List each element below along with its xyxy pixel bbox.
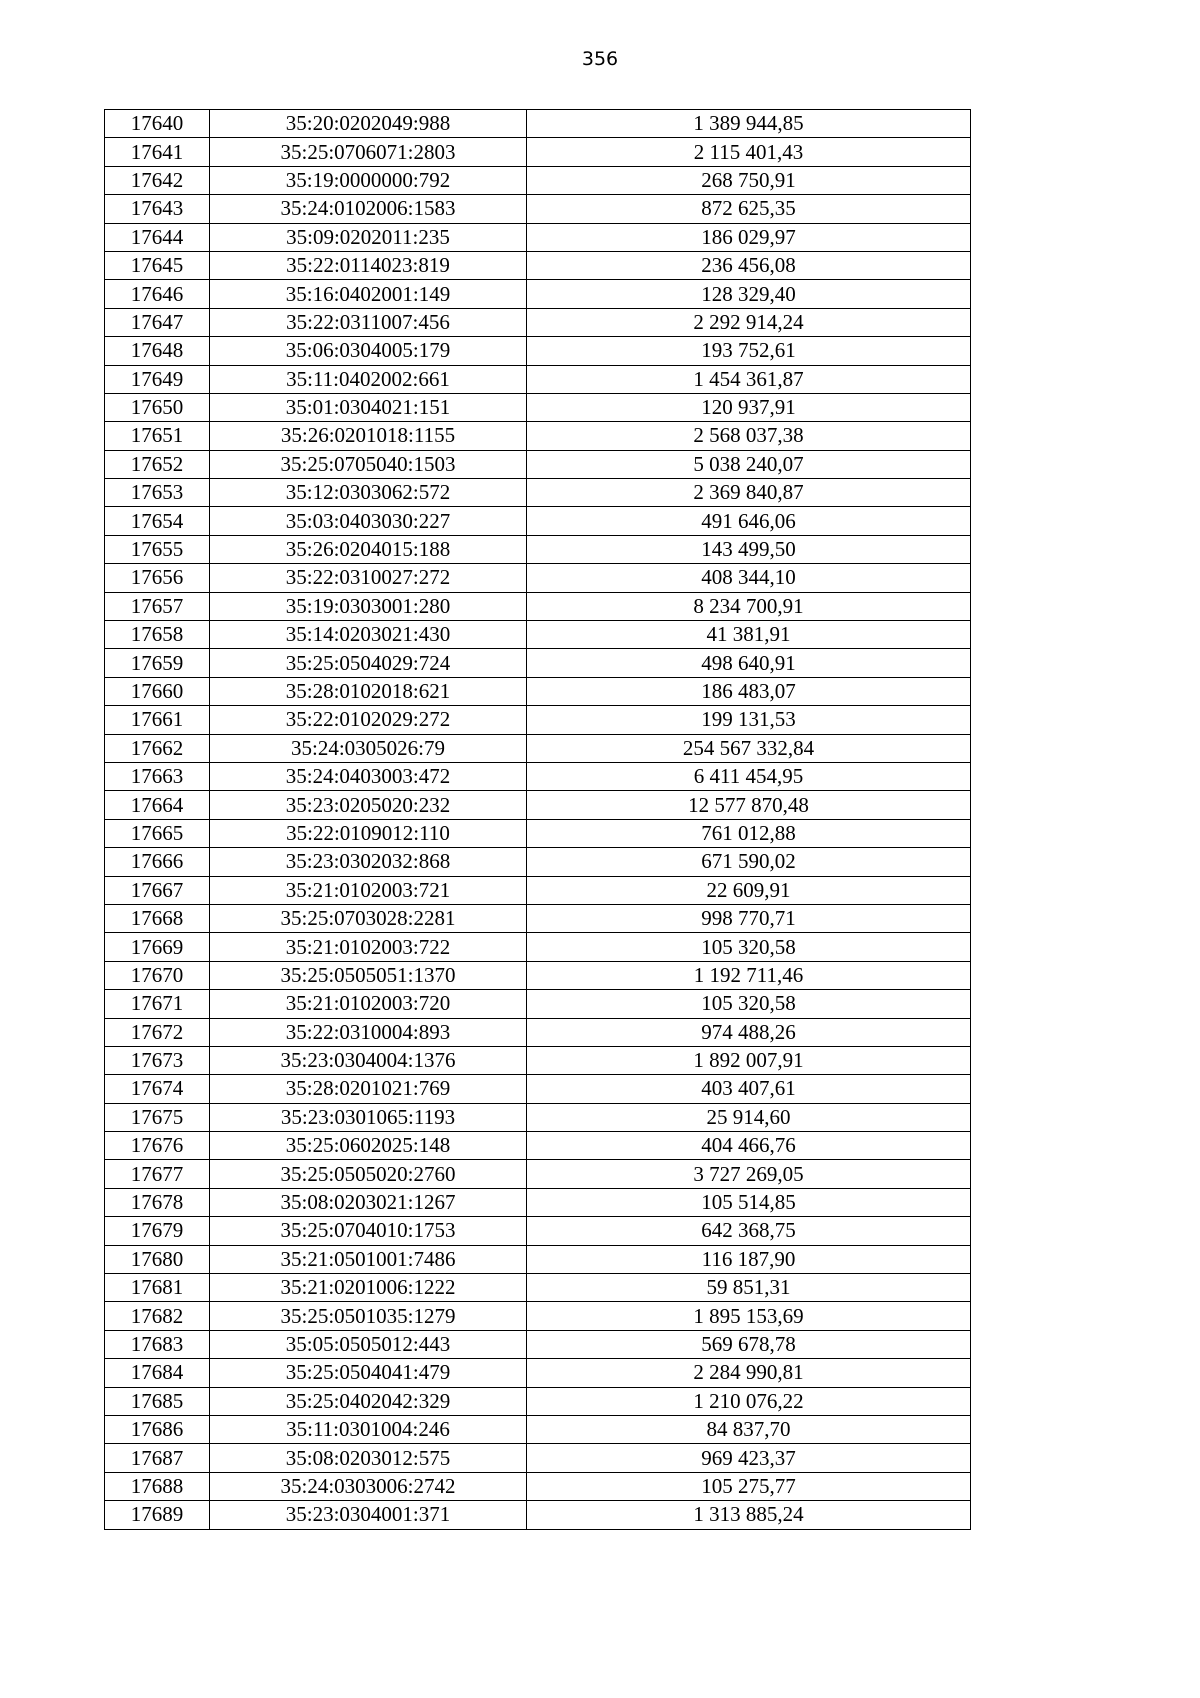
row-number-cell: 17670 (105, 961, 210, 989)
row-number-cell: 17677 (105, 1160, 210, 1188)
value-cell: 2 292 914,24 (527, 308, 971, 336)
value-cell: 193 752,61 (527, 337, 971, 365)
table-row (105, 734, 971, 762)
value-cell: 22 609,91 (527, 876, 971, 904)
row-number-cell: 17651 (105, 422, 210, 450)
cadastral-number-cell: 35:08:0203021:1267 (210, 1188, 527, 1216)
table-row (105, 1245, 971, 1273)
cadastral-number-cell: 35:23:0304004:1376 (210, 1046, 527, 1074)
value-cell: 254 567 332,84 (527, 734, 971, 762)
table-row (105, 706, 971, 734)
table-row (105, 166, 971, 194)
row-number-cell: 17655 (105, 535, 210, 563)
cadastral-number-cell: 35:11:0402002:661 (210, 365, 527, 393)
value-cell: 642 368,75 (527, 1217, 971, 1245)
cadastral-number-cell: 35:09:0202011:235 (210, 223, 527, 251)
cadastral-number-cell: 35:23:0304001:371 (210, 1501, 527, 1529)
value-cell: 120 937,91 (527, 393, 971, 421)
table-row (105, 251, 971, 279)
table-row (105, 479, 971, 507)
row-number-cell: 17640 (105, 110, 210, 138)
value-cell: 969 423,37 (527, 1444, 971, 1472)
table-row (105, 1387, 971, 1415)
table-row (105, 1415, 971, 1443)
table-row (105, 1103, 971, 1131)
value-cell: 12 577 870,48 (527, 791, 971, 819)
table-row (105, 535, 971, 563)
value-cell: 186 483,07 (527, 677, 971, 705)
registry-table (104, 109, 971, 1530)
table-row (105, 1188, 971, 1216)
table-row (105, 592, 971, 620)
row-number-cell: 17642 (105, 166, 210, 194)
row-number-cell: 17685 (105, 1387, 210, 1415)
cadastral-number-cell: 35:22:0114023:819 (210, 251, 527, 279)
row-number-cell: 17657 (105, 592, 210, 620)
table-row (105, 450, 971, 478)
cadastral-number-cell: 35:25:0602025:148 (210, 1132, 527, 1160)
row-number-cell: 17678 (105, 1188, 210, 1216)
table-row (105, 365, 971, 393)
row-number-cell: 17649 (105, 365, 210, 393)
value-cell: 403 407,61 (527, 1075, 971, 1103)
table-row (105, 1160, 971, 1188)
value-cell: 143 499,50 (527, 535, 971, 563)
value-cell: 128 329,40 (527, 280, 971, 308)
value-cell: 1 389 944,85 (527, 110, 971, 138)
table-row (105, 1501, 971, 1529)
cadastral-number-cell: 35:25:0504041:479 (210, 1359, 527, 1387)
value-cell: 5 038 240,07 (527, 450, 971, 478)
row-number-cell: 17645 (105, 251, 210, 279)
table-row (105, 876, 971, 904)
value-cell: 569 678,78 (527, 1330, 971, 1358)
row-number-cell: 17681 (105, 1274, 210, 1302)
cadastral-number-cell: 35:25:0703028:2281 (210, 904, 527, 932)
value-cell: 41 381,91 (527, 621, 971, 649)
row-number-cell: 17684 (105, 1359, 210, 1387)
row-number-cell: 17644 (105, 223, 210, 251)
table-row (105, 507, 971, 535)
value-cell: 84 837,70 (527, 1415, 971, 1443)
row-number-cell: 17660 (105, 677, 210, 705)
cadastral-number-cell: 35:01:0304021:151 (210, 393, 527, 421)
cadastral-number-cell: 35:21:0201006:1222 (210, 1274, 527, 1302)
row-number-cell: 17682 (105, 1302, 210, 1330)
cadastral-number-cell: 35:28:0201021:769 (210, 1075, 527, 1103)
cadastral-number-cell: 35:14:0203021:430 (210, 621, 527, 649)
value-cell: 25 914,60 (527, 1103, 971, 1131)
cadastral-number-cell: 35:22:0310027:272 (210, 564, 527, 592)
value-cell: 404 466,76 (527, 1132, 971, 1160)
value-cell: 3 727 269,05 (527, 1160, 971, 1188)
cadastral-number-cell: 35:22:0109012:110 (210, 819, 527, 847)
row-number-cell: 17659 (105, 649, 210, 677)
table-row (105, 904, 971, 932)
registry-table-body (105, 110, 971, 1530)
cadastral-number-cell: 35:16:0402001:149 (210, 280, 527, 308)
cadastral-number-cell: 35:21:0102003:721 (210, 876, 527, 904)
table-row (105, 138, 971, 166)
row-number-cell: 17646 (105, 280, 210, 308)
value-cell: 671 590,02 (527, 848, 971, 876)
value-cell: 408 344,10 (527, 564, 971, 592)
table-row (105, 393, 971, 421)
table-row (105, 110, 971, 138)
table-row (105, 1302, 971, 1330)
row-number-cell: 17674 (105, 1075, 210, 1103)
row-number-cell: 17650 (105, 393, 210, 421)
cadastral-number-cell: 35:26:0201018:1155 (210, 422, 527, 450)
row-number-cell: 17658 (105, 621, 210, 649)
value-cell: 8 234 700,91 (527, 592, 971, 620)
table-row (105, 1472, 971, 1500)
row-number-cell: 17679 (105, 1217, 210, 1245)
row-number-cell: 17665 (105, 819, 210, 847)
row-number-cell: 17687 (105, 1444, 210, 1472)
cadastral-number-cell: 35:24:0102006:1583 (210, 195, 527, 223)
value-cell: 105 320,58 (527, 990, 971, 1018)
row-number-cell: 17641 (105, 138, 210, 166)
cadastral-number-cell: 35:24:0403003:472 (210, 762, 527, 790)
cadastral-number-cell: 35:25:0706071:2803 (210, 138, 527, 166)
value-cell: 199 131,53 (527, 706, 971, 734)
row-number-cell: 17675 (105, 1103, 210, 1131)
value-cell: 59 851,31 (527, 1274, 971, 1302)
cadastral-number-cell: 35:12:0303062:572 (210, 479, 527, 507)
row-number-cell: 17662 (105, 734, 210, 762)
cadastral-number-cell: 35:20:0202049:988 (210, 110, 527, 138)
cadastral-number-cell: 35:25:0501035:1279 (210, 1302, 527, 1330)
row-number-cell: 17676 (105, 1132, 210, 1160)
cadastral-number-cell: 35:22:0310004:893 (210, 1018, 527, 1046)
cadastral-number-cell: 35:28:0102018:621 (210, 677, 527, 705)
value-cell: 105 275,77 (527, 1472, 971, 1500)
row-number-cell: 17661 (105, 706, 210, 734)
row-number-cell: 17669 (105, 933, 210, 961)
cadastral-number-cell: 35:24:0305026:79 (210, 734, 527, 762)
cadastral-number-cell: 35:06:0304005:179 (210, 337, 527, 365)
cadastral-number-cell: 35:21:0102003:720 (210, 990, 527, 1018)
table-row (105, 1046, 971, 1074)
cadastral-number-cell: 35:22:0102029:272 (210, 706, 527, 734)
table-row (105, 677, 971, 705)
value-cell: 2 115 401,43 (527, 138, 971, 166)
cadastral-number-cell: 35:23:0301065:1193 (210, 1103, 527, 1131)
row-number-cell: 17672 (105, 1018, 210, 1046)
table-row (105, 791, 971, 819)
table-row (105, 223, 971, 251)
value-cell: 105 320,58 (527, 933, 971, 961)
cadastral-number-cell: 35:03:0403030:227 (210, 507, 527, 535)
page-number: 356 (581, 48, 619, 70)
value-cell: 498 640,91 (527, 649, 971, 677)
row-number-cell: 17656 (105, 564, 210, 592)
row-number-cell: 17647 (105, 308, 210, 336)
cadastral-number-cell: 35:25:0504029:724 (210, 649, 527, 677)
table-row (105, 1075, 971, 1103)
cadastral-number-cell: 35:05:0505012:443 (210, 1330, 527, 1358)
cadastral-number-cell: 35:21:0102003:722 (210, 933, 527, 961)
table-row (105, 649, 971, 677)
table-row (105, 961, 971, 989)
value-cell: 2 369 840,87 (527, 479, 971, 507)
value-cell: 186 029,97 (527, 223, 971, 251)
value-cell: 491 646,06 (527, 507, 971, 535)
cadastral-number-cell: 35:22:0311007:456 (210, 308, 527, 336)
table-row (105, 337, 971, 365)
table-row (105, 422, 971, 450)
row-number-cell: 17683 (105, 1330, 210, 1358)
value-cell: 998 770,71 (527, 904, 971, 932)
cadastral-number-cell: 35:25:0705040:1503 (210, 450, 527, 478)
table-row (105, 280, 971, 308)
value-cell: 116 187,90 (527, 1245, 971, 1273)
table-row (105, 1444, 971, 1472)
value-cell: 1 454 361,87 (527, 365, 971, 393)
value-cell: 6 411 454,95 (527, 762, 971, 790)
table-row (105, 195, 971, 223)
cadastral-number-cell: 35:25:0704010:1753 (210, 1217, 527, 1245)
value-cell: 2 284 990,81 (527, 1359, 971, 1387)
value-cell: 872 625,35 (527, 195, 971, 223)
table-row (105, 564, 971, 592)
cadastral-number-cell: 35:25:0505020:2760 (210, 1160, 527, 1188)
table-row (105, 762, 971, 790)
table-row (105, 933, 971, 961)
row-number-cell: 17686 (105, 1415, 210, 1443)
table-row (105, 819, 971, 847)
table-row (105, 308, 971, 336)
row-number-cell: 17667 (105, 876, 210, 904)
table-row (105, 621, 971, 649)
row-number-cell: 17664 (105, 791, 210, 819)
row-number-cell: 17689 (105, 1501, 210, 1529)
row-number-cell: 17663 (105, 762, 210, 790)
table-row (105, 1274, 971, 1302)
cadastral-number-cell: 35:08:0203012:575 (210, 1444, 527, 1472)
value-cell: 1 313 885,24 (527, 1501, 971, 1529)
cadastral-number-cell: 35:23:0302032:868 (210, 848, 527, 876)
value-cell: 761 012,88 (527, 819, 971, 847)
cadastral-number-cell: 35:19:0000000:792 (210, 166, 527, 194)
table-row (105, 1359, 971, 1387)
table-row (105, 1018, 971, 1046)
value-cell: 236 456,08 (527, 251, 971, 279)
value-cell: 974 488,26 (527, 1018, 971, 1046)
row-number-cell: 17680 (105, 1245, 210, 1273)
table-row (105, 1330, 971, 1358)
value-cell: 2 568 037,38 (527, 422, 971, 450)
row-number-cell: 17671 (105, 990, 210, 1018)
row-number-cell: 17648 (105, 337, 210, 365)
row-number-cell: 17668 (105, 904, 210, 932)
cadastral-number-cell: 35:11:0301004:246 (210, 1415, 527, 1443)
cadastral-number-cell: 35:26:0204015:188 (210, 535, 527, 563)
table-row (105, 1132, 971, 1160)
value-cell: 1 192 711,46 (527, 961, 971, 989)
row-number-cell: 17652 (105, 450, 210, 478)
value-cell: 1 210 076,22 (527, 1387, 971, 1415)
row-number-cell: 17673 (105, 1046, 210, 1074)
row-number-cell: 17643 (105, 195, 210, 223)
value-cell: 105 514,85 (527, 1188, 971, 1216)
cadastral-number-cell: 35:23:0205020:232 (210, 791, 527, 819)
row-number-cell: 17653 (105, 479, 210, 507)
table-row (105, 1217, 971, 1245)
cadastral-number-cell: 35:19:0303001:280 (210, 592, 527, 620)
value-cell: 268 750,91 (527, 166, 971, 194)
cadastral-number-cell: 35:24:0303006:2742 (210, 1472, 527, 1500)
value-cell: 1 892 007,91 (527, 1046, 971, 1074)
value-cell: 1 895 153,69 (527, 1302, 971, 1330)
table-row (105, 848, 971, 876)
cadastral-number-cell: 35:25:0505051:1370 (210, 961, 527, 989)
cadastral-number-cell: 35:25:0402042:329 (210, 1387, 527, 1415)
table-row (105, 990, 971, 1018)
row-number-cell: 17688 (105, 1472, 210, 1500)
cadastral-number-cell: 35:21:0501001:7486 (210, 1245, 527, 1273)
row-number-cell: 17666 (105, 848, 210, 876)
row-number-cell: 17654 (105, 507, 210, 535)
